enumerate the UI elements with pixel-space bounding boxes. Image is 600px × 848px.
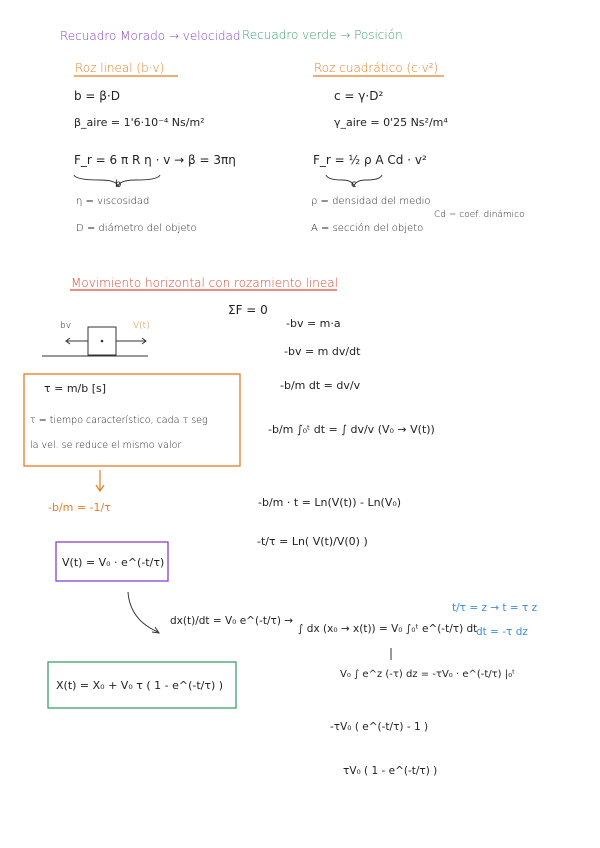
rho-definition: ρ = densidad del medio [311, 196, 431, 207]
sum-forces: ΣF = 0 [228, 303, 268, 317]
quadratic-eq-c: c = γ·D² [334, 89, 384, 103]
step-integrate: -b/m ∫₀ᵗ dt = ∫ dv/v (V₀ → V(t)) [268, 423, 435, 436]
substitution-dt: dt = -τ dz [476, 626, 528, 638]
step-newton: -bv = m·a [286, 317, 341, 330]
green-box-note: Recuadro verde → Posición [242, 28, 403, 42]
linear-eq-fr: F_r = 6 π R η · v → β = 3πη [74, 153, 236, 167]
pos-step-4: -τV₀ ( e^(-t/τ) - 1 ) [330, 721, 429, 733]
step-separate: -b/m dt = dv/v [280, 379, 361, 392]
linear-eq-b: b = β·D [74, 89, 121, 103]
step-log: -b/m · t = Ln(V(t)) - Ln(V₀) [258, 496, 402, 509]
drag-force-label: bv [60, 321, 72, 331]
step-ratio: -t/τ = Ln( V(t)/V(0) ) [257, 535, 368, 548]
quadratic-drag-title: Roz cuadrático (c·v²) [314, 61, 439, 75]
position-result: X(t) = X₀ + V₀ τ ( 1 - e^(-t/τ) ) [56, 679, 224, 692]
pos-step-3: V₀ ∫ e^z (-τ) dz = -τV₀ · e^(-t/τ) |₀ᵗ [340, 669, 516, 680]
pos-step-2: ∫ dx (x₀ → x(t)) = V₀ ∫₀ᵗ e^(-t/τ) dt [298, 623, 478, 635]
step-derivative: -bv = m dv/dt [284, 345, 361, 358]
eta-definition: η = viscosidad [76, 196, 150, 207]
tau-meaning-2: la vel. se reduce el mismo valor [30, 440, 182, 451]
pos-step-1: dx(t)/dt = V₀ e^(-t/τ) → [170, 615, 294, 627]
pos-step-5: τV₀ ( 1 - e^(-t/τ) ) [343, 765, 438, 777]
b-over-m-relation: -b/m = -1/τ [48, 501, 111, 514]
section-title: Movimiento horizontal con rozamiento lineal [71, 276, 338, 290]
tau-definition: τ = m/b [s] [44, 382, 107, 395]
linear-eq-beta: β_aire = 1'6·10⁻⁴ Ns/m² [74, 116, 205, 129]
linear-drag-title: Roz lineal (b·v) [75, 61, 165, 75]
diameter-definition: D = diámetro del objeto [76, 223, 197, 234]
substitution-z: t/τ = z → t = τ z [452, 602, 538, 614]
velocity-result: V(t) = V₀ · e^(-t/τ) [62, 556, 165, 569]
area-definition: A = sección del objeto [311, 223, 424, 234]
tau-meaning: τ = tiempo característico, cada τ seg [30, 415, 208, 426]
quadratic-brace-label: c [351, 179, 357, 190]
cd-definition: Cd = coef. dinámico [434, 210, 525, 220]
quadratic-eq-gamma: γ_aire = 0'25 Ns²/m⁴ [334, 116, 448, 129]
quadratic-eq-fr: F_r = ½ ρ A Cd · v² [313, 153, 427, 167]
velocity-label: V(t) [133, 321, 150, 331]
linear-brace-label: b [115, 179, 122, 190]
purple-box-note: Recuadro Morado → velocidad [60, 29, 241, 43]
